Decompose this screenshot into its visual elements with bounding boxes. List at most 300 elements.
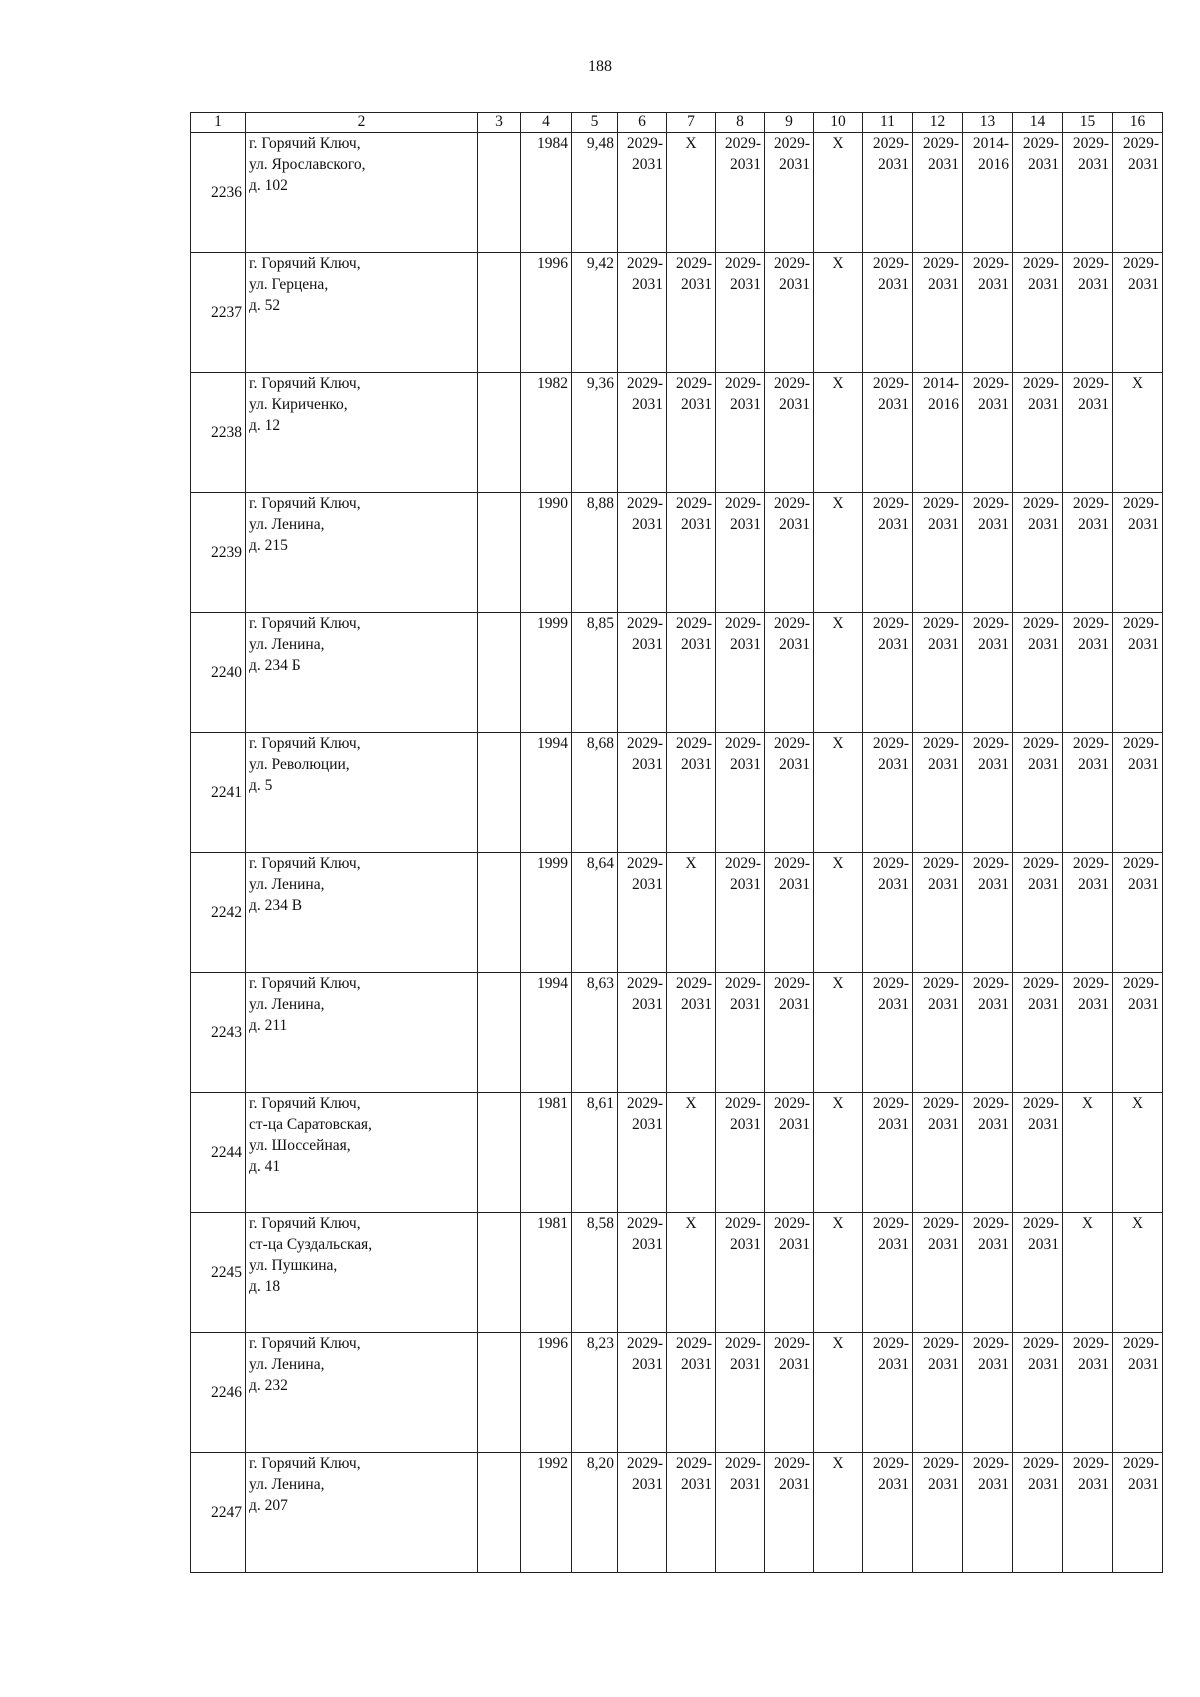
period-year: 2031 [681,396,712,413]
period-year: 2031 [632,1116,663,1133]
period-cell [765,373,814,493]
period-year: 2029- [773,615,810,632]
row-number: 2246 [191,1333,246,1453]
address-cell [246,613,478,733]
period-cell [1113,253,1163,373]
period-year: 2029- [922,255,959,272]
period-cell [1013,133,1063,253]
empty-cell [478,733,521,853]
period-year: 2016 [928,396,959,413]
period-year: 2031 [681,516,712,533]
period-cell [963,1453,1013,1573]
not-applicable-mark: X [832,615,844,632]
period-year: 2031 [1028,276,1059,293]
period-cell [963,853,1013,973]
not-applicable-mark: X [1081,1215,1094,1232]
address-line: г. Горячий Ключ, [249,1095,361,1112]
period-year: 2031 [730,1116,761,1133]
period-year: 2029- [1122,135,1159,152]
period-year: 2031 [1028,636,1059,653]
period-year: 2031 [928,876,959,893]
period-cell [667,1213,716,1333]
period-cell [963,253,1013,373]
not-applicable-mark: X [832,735,844,752]
period-year: 2016 [978,156,1009,173]
period-cell [963,613,1013,733]
period-cell [1063,253,1113,373]
address-cell [246,973,478,1093]
period-year: 2029- [675,255,712,272]
address-line: д. 12 [249,417,281,434]
period-year: 2029- [1022,135,1059,152]
period-cell [814,493,863,613]
period-year: 2029- [626,855,663,872]
period-cell [618,373,667,493]
row-number: 2244 [191,1093,246,1213]
period-year: 2031 [730,156,761,173]
column-header-16: 16 [1113,113,1163,133]
period-year: 2031 [1028,396,1059,413]
column-header-12: 12 [913,113,963,133]
empty-cell [478,1093,521,1213]
not-applicable-mark: X [832,1215,844,1232]
period-year: 2031 [681,636,712,653]
table-row [191,133,1163,253]
period-year: 2029- [972,615,1009,632]
period-cell [963,493,1013,613]
period-year: 2029- [922,855,959,872]
address-cell [246,133,478,253]
period-year: 2031 [978,1236,1009,1253]
period-year: 2031 [730,1236,761,1253]
period-year: 2029- [872,495,909,512]
period-year: 2031 [878,396,909,413]
column-header-5: 5 [572,113,618,133]
year-cell: 1999 [521,613,572,733]
period-year: 2029- [773,1455,810,1472]
address-cell [246,1453,478,1573]
period-year: 2029- [922,735,959,752]
address-line: ул. Кириченко, [249,396,348,413]
period-year: 2031 [1128,1476,1159,1493]
empty-cell [478,253,521,373]
year-cell: 1981 [521,1093,572,1213]
period-cell [618,133,667,253]
period-year: 2031 [1128,756,1159,773]
period-year: 2029- [724,1455,761,1472]
period-cell [863,613,913,733]
period-cell [814,733,863,853]
period-cell [716,133,765,253]
period-year: 2029- [972,1335,1009,1352]
period-cell [913,1213,963,1333]
period-year: 2029- [872,855,909,872]
row-number: 2245 [191,1213,246,1333]
address-line: д. 215 [249,537,288,554]
period-cell [667,133,716,253]
period-year: 2031 [928,276,959,293]
period-year: 2029- [872,1215,909,1232]
empty-cell [478,373,521,493]
period-year: 2029- [872,135,909,152]
year-cell: 1982 [521,373,572,493]
period-year: 2031 [779,276,810,293]
period-cell [1063,733,1113,853]
period-year: 2029- [1122,855,1159,872]
column-header-6: 6 [618,113,667,133]
period-year: 2031 [779,996,810,1013]
period-year: 2029- [773,375,810,392]
not-applicable-mark: X [832,495,844,512]
period-year: 2029- [1072,855,1109,872]
period-cell [765,493,814,613]
address-line: г. Горячий Ключ, [249,1215,361,1232]
address-line: г. Горячий Ключ, [249,495,361,512]
period-cell [765,1333,814,1453]
year-cell: 1990 [521,493,572,613]
period-year: 2031 [978,996,1009,1013]
table-row [191,373,1163,493]
row-number: 2241 [191,733,246,853]
period-year: 2031 [878,756,909,773]
period-cell [1113,1093,1163,1213]
period-year: 2029- [724,375,761,392]
period-year: 2029- [1122,495,1159,512]
period-cell [1013,493,1063,613]
period-cell [618,493,667,613]
row-number: 2242 [191,853,246,973]
area-cell: 8,68 [572,733,618,853]
address-line: г. Горячий Ключ, [249,1455,361,1472]
table-row [191,1213,1163,1333]
period-cell [963,973,1013,1093]
period-year: 2029- [724,975,761,992]
period-cell [814,853,863,973]
period-cell [765,973,814,1093]
period-year: 2031 [978,1356,1009,1373]
period-year: 2029- [724,615,761,632]
not-applicable-mark: X [1131,1215,1144,1232]
period-cell [1113,853,1163,973]
period-year: 2029- [972,855,1009,872]
period-year: 2029- [872,615,909,632]
area-cell: 8,64 [572,853,618,973]
period-cell [1013,373,1063,493]
period-year: 2031 [730,276,761,293]
period-year: 2029- [1122,1455,1159,1472]
period-year: 2031 [681,756,712,773]
period-cell [863,493,913,613]
period-cell [1063,1093,1113,1213]
period-cell [716,853,765,973]
period-year: 2031 [632,156,663,173]
not-applicable-mark: X [832,1095,844,1112]
period-cell [716,1333,765,1453]
period-year: 2031 [978,516,1009,533]
period-cell [863,733,913,853]
period-cell [1063,1333,1113,1453]
page-number: 188 [588,58,612,75]
period-year: 2029- [922,1215,959,1232]
not-applicable-mark: X [1081,1095,1094,1112]
period-year: 2031 [1078,876,1109,893]
period-cell [765,1093,814,1213]
year-cell: 1996 [521,253,572,373]
row-number: 2239 [191,493,246,613]
period-year: 2031 [928,996,959,1013]
period-cell [1013,733,1063,853]
period-cell [1063,133,1113,253]
not-applicable-mark: X [1131,1095,1144,1112]
period-year: 2031 [978,876,1009,893]
row-number: 2236 [191,133,246,253]
address-line: г. Горячий Ключ, [249,615,361,632]
period-cell [814,253,863,373]
period-year: 2031 [928,1476,959,1493]
period-cell [765,133,814,253]
period-year: 2029- [626,495,663,512]
period-year: 2031 [928,1356,959,1373]
period-cell [1063,373,1113,493]
table-row [191,853,1163,973]
year-cell: 1981 [521,1213,572,1333]
period-year: 2031 [878,1116,909,1133]
period-cell [667,613,716,733]
address-line: ул. Ленина, [249,996,325,1013]
row-number: 2240 [191,613,246,733]
period-year: 2031 [1078,156,1109,173]
period-year: 2031 [779,756,810,773]
period-year: 2029- [773,735,810,752]
period-cell [863,253,913,373]
period-cell [863,853,913,973]
period-year: 2031 [632,1356,663,1373]
address-line: г. Горячий Ключ, [249,975,361,992]
period-cell [814,373,863,493]
period-year: 2031 [1128,276,1159,293]
period-cell [963,373,1013,493]
period-year: 2031 [779,876,810,893]
period-cell [814,1453,863,1573]
address-line: д. 18 [249,1278,281,1295]
not-applicable-mark: X [685,855,697,872]
period-year: 2031 [978,396,1009,413]
period-year: 2031 [1128,516,1159,533]
period-year: 2014- [922,375,959,392]
address-line: ул. Ленина, [249,1476,325,1493]
period-year: 2029- [626,615,663,632]
empty-cell [478,853,521,973]
period-cell [1013,253,1063,373]
period-year: 2031 [1128,876,1159,893]
period-cell [963,1333,1013,1453]
period-year: 2029- [922,1455,959,1472]
period-cell [618,853,667,973]
period-year: 2029- [626,255,663,272]
area-cell: 8,20 [572,1453,618,1573]
period-cell [913,733,963,853]
period-year: 2029- [1022,615,1059,632]
period-cell [765,1453,814,1573]
table-row [191,733,1163,853]
period-year: 2029- [872,255,909,272]
period-cell [618,1213,667,1333]
period-year: 2031 [681,1476,712,1493]
period-year: 2029- [724,1215,761,1232]
period-year: 2031 [1078,516,1109,533]
period-year: 2029- [1122,735,1159,752]
period-cell [963,1213,1013,1333]
period-year: 2029- [1022,1335,1059,1352]
period-year: 2029- [972,495,1009,512]
not-applicable-mark: X [832,855,844,872]
period-cell [1013,1333,1063,1453]
period-cell [1063,1453,1113,1573]
period-year: 2029- [1072,975,1109,992]
period-year: 2029- [773,1335,810,1352]
period-year: 2029- [1022,495,1059,512]
period-cell [814,973,863,1093]
period-year: 2031 [730,636,761,653]
period-year: 2031 [928,1116,959,1133]
column-header-9: 9 [765,113,814,133]
row-number: 2237 [191,253,246,373]
period-cell [716,373,765,493]
period-year: 2031 [1028,876,1059,893]
column-header-10: 10 [814,113,863,133]
period-cell [765,253,814,373]
not-applicable-mark: X [832,375,844,392]
not-applicable-mark: X [832,1455,844,1472]
period-cell [963,1093,1013,1213]
period-cell [814,1213,863,1333]
area-cell: 8,85 [572,613,618,733]
table-row [191,253,1163,373]
period-cell [667,973,716,1093]
period-year: 2031 [632,756,663,773]
period-year: 2031 [632,276,663,293]
period-cell [667,493,716,613]
period-year: 2029- [675,975,712,992]
column-header-7: 7 [667,113,716,133]
address-line: д. 5 [249,777,273,794]
period-year: 2031 [730,756,761,773]
period-year: 2029- [626,975,663,992]
address-line: ул. Ленина, [249,1356,325,1373]
period-year: 2029- [724,255,761,272]
period-cell [618,253,667,373]
period-cell [1063,613,1113,733]
period-year: 2029- [626,135,663,152]
period-year: 2029- [1122,975,1159,992]
period-cell [913,493,963,613]
table-row [191,973,1163,1093]
period-year: 2031 [730,516,761,533]
row-number: 2238 [191,373,246,493]
period-cell [863,1333,913,1453]
period-year: 2031 [978,276,1009,293]
period-cell [1113,1453,1163,1573]
period-year: 2031 [878,1356,909,1373]
period-year: 2031 [632,876,663,893]
period-cell [1113,733,1163,853]
address-cell [246,733,478,853]
period-year: 2031 [681,276,712,293]
period-year: 2029- [1072,1455,1109,1472]
row-number: 2247 [191,1453,246,1573]
period-cell [1063,1213,1113,1333]
period-year: 2031 [730,996,761,1013]
period-year: 2031 [730,1356,761,1373]
period-cell [716,973,765,1093]
period-cell [913,1093,963,1213]
period-year: 2029- [773,135,810,152]
row-number: 2243 [191,973,246,1093]
address-line: д. 234 Б [249,657,301,674]
column-header-15: 15 [1063,113,1113,133]
period-year: 2029- [972,735,1009,752]
period-year: 2029- [1022,1455,1059,1472]
address-line: г. Горячий Ключ, [249,855,361,872]
period-year: 2031 [1028,1356,1059,1373]
period-year: 2031 [779,1356,810,1373]
period-cell [913,1453,963,1573]
period-cell [1113,133,1163,253]
period-cell [1013,853,1063,973]
period-year: 2029- [675,1335,712,1352]
empty-cell [478,1333,521,1453]
period-cell [863,973,913,1093]
period-year: 2029- [1022,255,1059,272]
address-cell [246,493,478,613]
period-year: 2029- [1022,975,1059,992]
period-cell [667,1453,716,1573]
period-year: 2029- [1022,1215,1059,1232]
period-year: 2031 [779,1116,810,1133]
period-year: 2029- [1122,1335,1159,1352]
period-cell [863,133,913,253]
area-cell: 8,61 [572,1093,618,1213]
period-cell [765,853,814,973]
period-year: 2031 [730,876,761,893]
period-cell [913,973,963,1093]
period-year: 2031 [878,1236,909,1253]
period-cell [863,373,913,493]
address-line: д. 52 [249,297,281,314]
year-cell: 1984 [521,133,572,253]
address-cell [246,1333,478,1453]
period-year: 2029- [872,1455,909,1472]
column-number-header [191,113,1163,133]
period-year: 2029- [972,1095,1009,1112]
address-line: ст-ца Суздальская, [249,1236,373,1253]
housing-registry-table [190,112,1163,1573]
period-year: 2031 [978,756,1009,773]
period-year: 2031 [779,1476,810,1493]
period-cell [765,733,814,853]
not-applicable-mark: X [832,255,844,272]
period-year: 2031 [1028,1476,1059,1493]
period-year: 2029- [1122,255,1159,272]
period-year: 2031 [1078,1476,1109,1493]
address-line: ул. Ярославского, [249,156,366,173]
address-line: д. 102 [249,177,288,194]
period-year: 2029- [922,1095,959,1112]
period-year: 2029- [1072,1335,1109,1352]
period-cell [765,1213,814,1333]
period-year: 2029- [1072,495,1109,512]
period-year: 2029- [922,495,959,512]
